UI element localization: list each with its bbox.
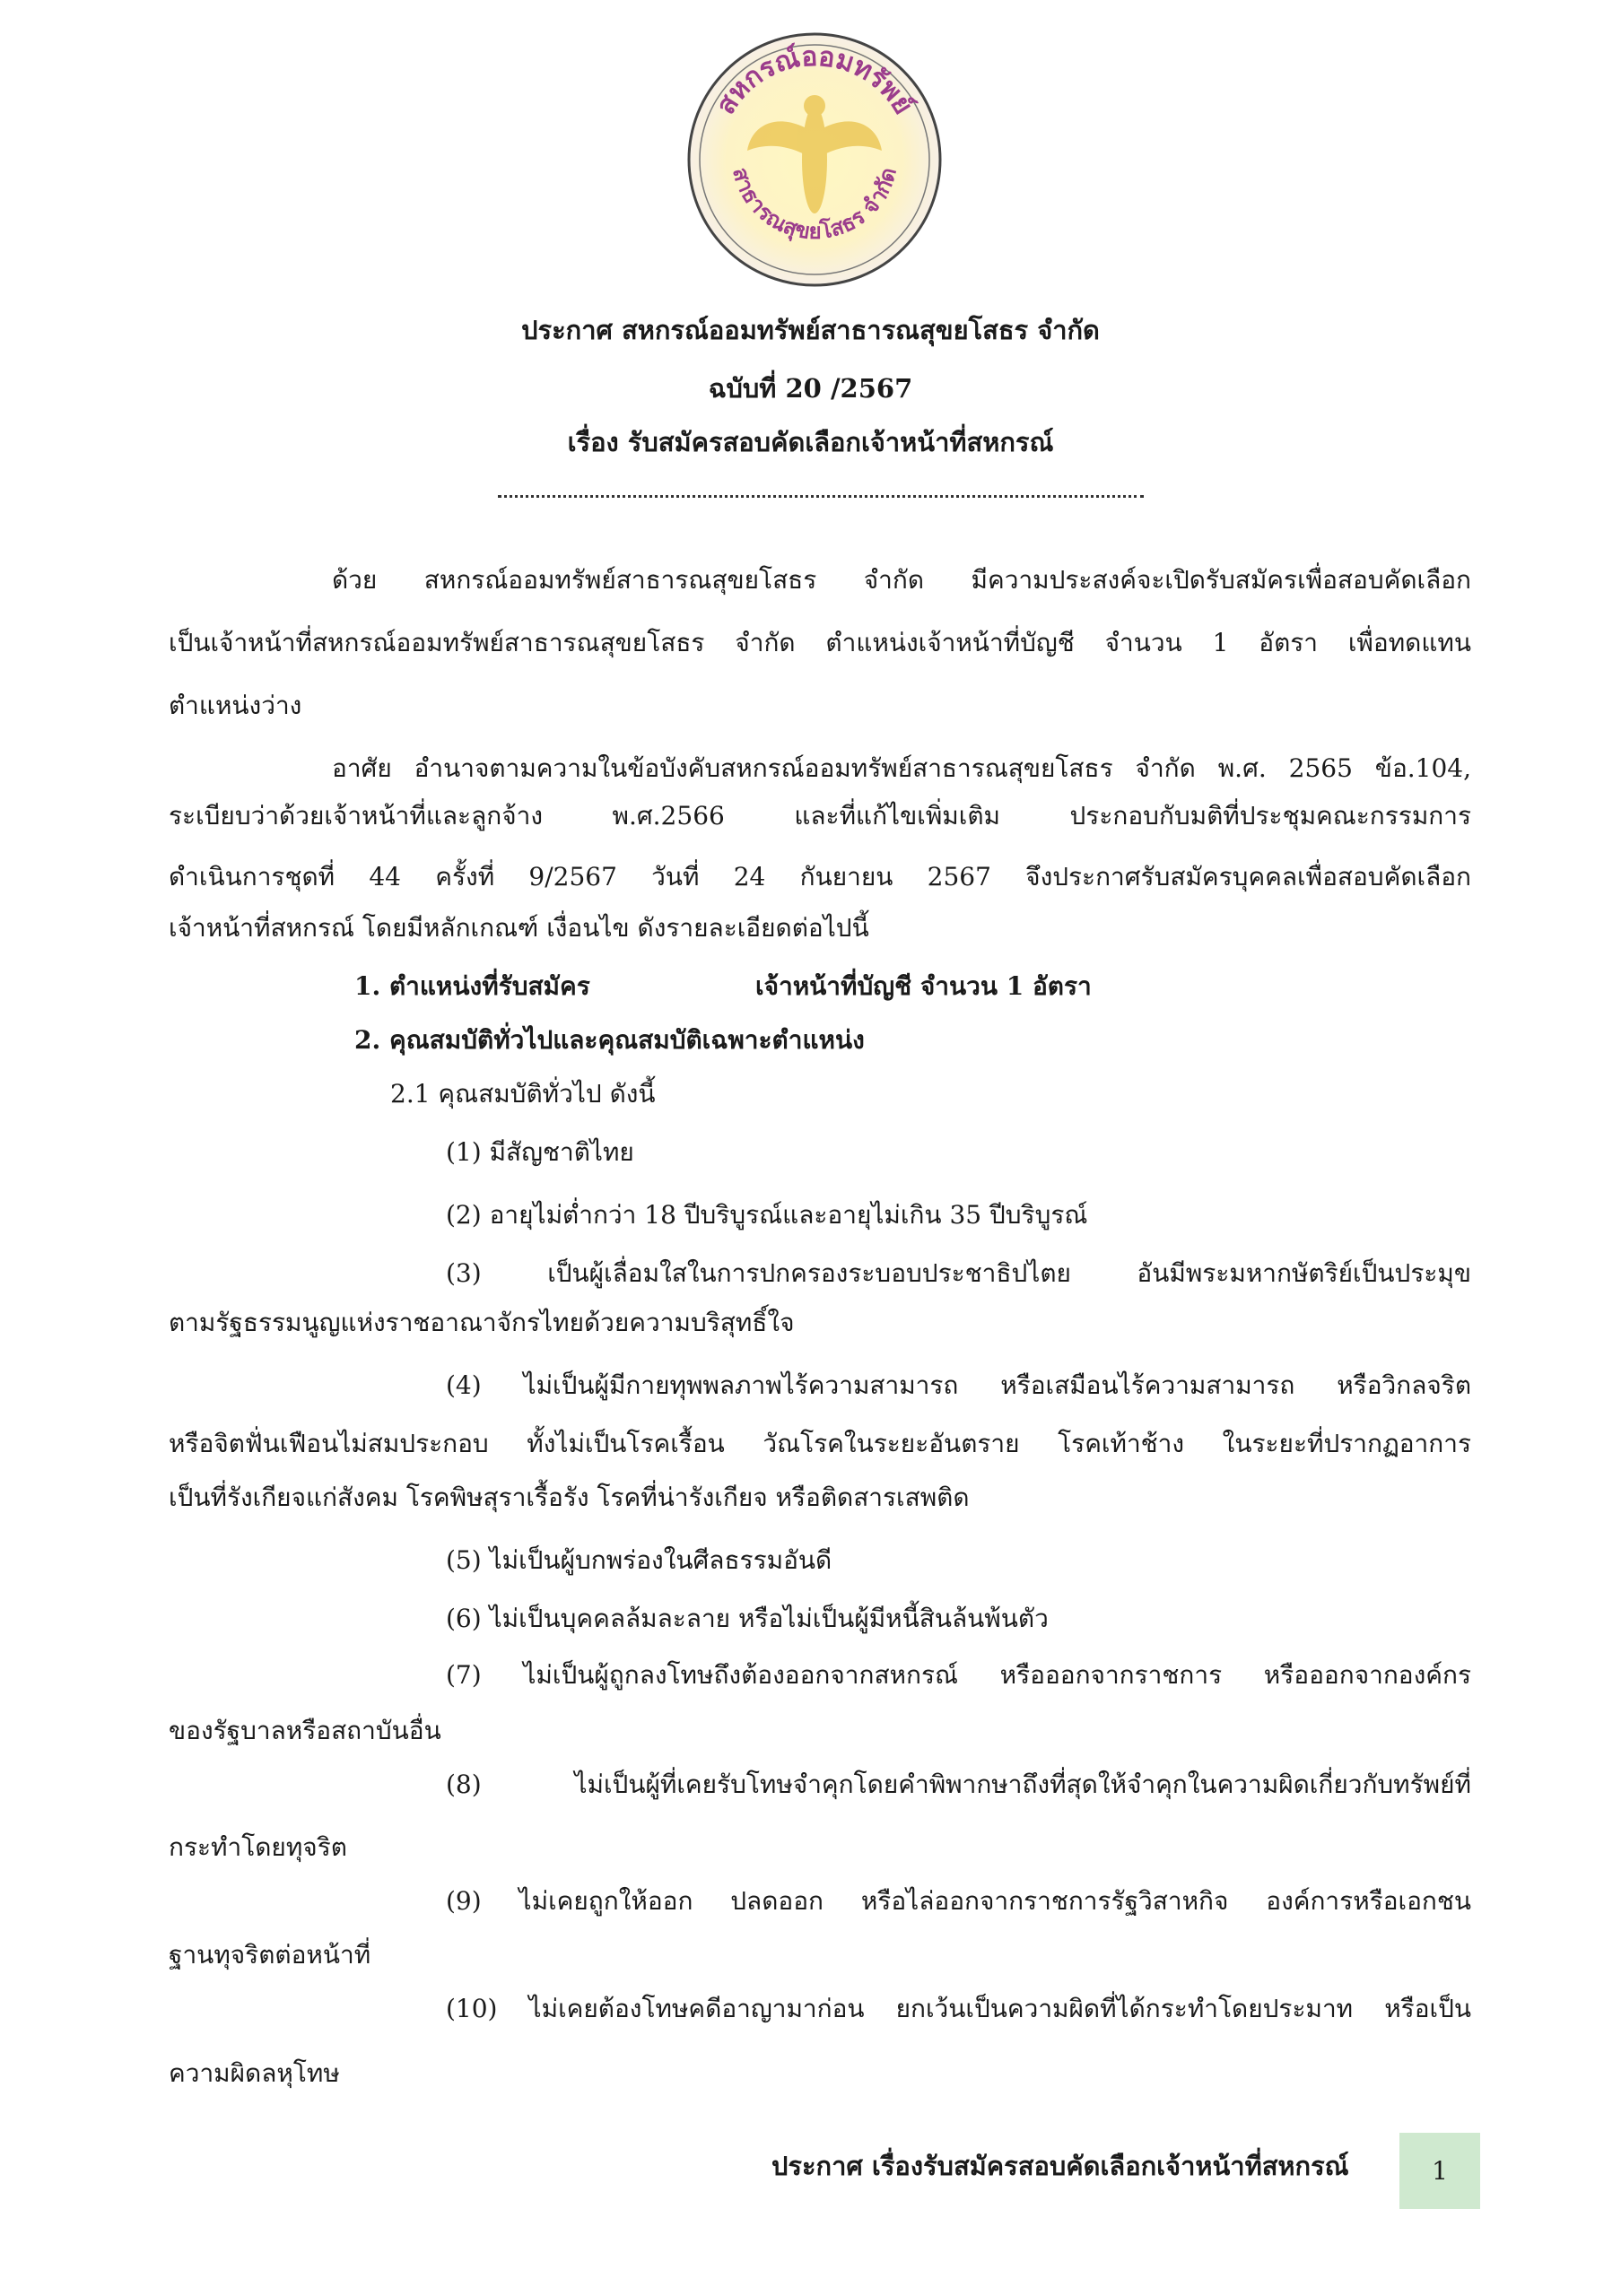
item-2-label: 2. คุณสมบัติทั่วไปและคุณสมบัติเฉพาะตำแหน่ง <box>354 1025 865 1055</box>
qualification-4-line-1: (4) ไม่เป็นผู้มีกายทุพพลภาพไร้ความสามารถ หรือเสมือนไร้ความสามารถ หรือวิกลจริต <box>446 1370 1471 1400</box>
announcement-issue-number: ฉบับที่ 20 /2567 <box>708 373 913 404</box>
item-2-1: 2.1 คุณสมบัติทั่วไป ดังนี้ <box>390 1079 656 1109</box>
paragraph-1-line-1: ด้วย สหกรณ์ออมทรัพย์สาธารณสุขยโสธร จำกัด มีความประสงค์จะเปิดรับสมัครเพื่อสอบคัดเลือก <box>332 565 1471 595</box>
qualification-1: (1) มีสัญชาติไทย <box>446 1137 634 1167</box>
qualification-10-line-1: (10) ไม่เคยต้องโทษคดีอาญามาก่อน ยกเว้นเป็นความผิดที่ได้กระทำโดยประมาท หรือเป็น <box>446 1994 1471 2023</box>
paragraph-2-line-1: อาศัย อำนาจตามความในข้อบังคับสหกรณ์ออมทรัพย์สาธารณสุขยโสธร จำกัด พ.ศ. 2565 ข้อ.104, <box>332 753 1471 783</box>
qualification-8-line-1: (8) ไม่เป็นผู้ที่เคยรับโทษจำคุกโดยคำพิพากษาถึงที่สุดให้จำคุกในความผิดเกี่ยวกับทรัพย์ที่ <box>446 1770 1471 1799</box>
qualification-6: (6) ไม่เป็นบุคคลล้มละลาย หรือไม่เป็นผู้มีหนี้สินล้นพ้นตัว <box>446 1604 1049 1633</box>
qualification-2: (2) อายุไม่ต่ำกว่า 18 ปีบริบูรณ์และอายุไม่เกิน 35 ปีบริบูรณ์ <box>446 1200 1088 1230</box>
qualification-10-line-2: ความผิดลหุโทษ <box>169 2058 340 2088</box>
cooperative-seal-logo <box>680 25 949 294</box>
seal-bottom-text: สาธารณสุขยโสธร จำกัด <box>728 164 902 244</box>
qualification-7-line-2: ของรัฐบาลหรือสถาบันอื่น <box>169 1716 441 1745</box>
paragraph-1-line-3: ตำแหน่งว่าง <box>169 691 302 720</box>
announcement-title: ประกาศ สหกรณ์ออมทรัพย์สาธารณสุขยโสธร จำกัด <box>521 315 1100 345</box>
qualification-3-line-1: (3) เป็นผู้เลื่อมใสในการปกครองระบอบประชาธิปไตย อันมีพระมหากษัตริย์เป็นประมุข <box>446 1258 1471 1288</box>
qualification-9-line-2: ฐานทุจริตต่อหน้าที่ <box>169 1940 371 1970</box>
qualification-4-line-2: หรือจิตฟั่นเฟือนไม่สมประกอบ ทั้งไม่เป็นโรคเรื้อน วัณโรคในระยะอันตราย โรคเท้าช้าง ในระยะที่ปรากฏอาการ <box>169 1429 1471 1458</box>
paragraph-2-line-4: เจ้าหน้าที่สหกรณ์ โดยมีหลักเกณฑ์ เงื่อนไข ดังรายละเอียดต่อไปนี้ <box>169 913 869 943</box>
qualification-9-line-1: (9) ไม่เคยถูกให้ออก ปลดออก หรือไล่ออกจากราชการรัฐวิสาหกิจ องค์การหรือเอกชน <box>446 1886 1471 1916</box>
qualification-8-line-2: กระทำโดยทุจริต <box>169 1832 347 1862</box>
item-1-label: 1. ตำแหน่งที่รับสมัคร <box>354 971 590 1001</box>
dotted-divider <box>498 495 1144 498</box>
qualification-7-line-1: (7) ไม่เป็นผู้ถูกลงโทษถึงต้องออกจากสหกรณ์ หรือออกจากราชการ หรือออกจากองค์กร <box>446 1660 1471 1690</box>
paragraph-2-line-3: ดำเนินการชุดที่ 44 ครั้งที่ 9/2567 วันที่ 24 กันยายน 2567 จึงประกาศรับสมัครบุคคลเพื่อสอบคัดเลือก <box>169 862 1471 891</box>
footer-caption: ประกาศ เรื่องรับสมัครสอบคัดเลือกเจ้าหน้าที่สหกรณ์ <box>771 2151 1349 2181</box>
item-1-value: เจ้าหน้าที่บัญชี จำนวน 1 อัตรา <box>755 971 1092 1001</box>
seal-top-text: สหกรณ์ออมทรัพย์ <box>710 40 919 120</box>
paragraph-2-line-2: ระเบียบว่าด้วยเจ้าหน้าที่และลูกจ้าง พ.ศ.2566 และที่แก้ไขเพิ่มเติม ประกอบกับมติที่ประชุมคณะกรรมการ <box>169 801 1471 831</box>
qualification-5: (5) ไม่เป็นผู้บกพร่องในศีลธรรมอันดี <box>446 1545 832 1575</box>
qualification-3-line-2: ตามรัฐธรรมนูญแห่งราชอาณาจักรไทยด้วยความบริสุทธิ์ใจ <box>169 1308 795 1337</box>
paragraph-1-line-2: เป็นเจ้าหน้าที่สหกรณ์ออมทรัพย์สาธารณสุขยโสธร จำกัด ตำแหน่งเจ้าหน้าที่บัญชี จำนวน 1 อัตรา เพื่อทดแทน <box>169 628 1471 657</box>
qualification-4-line-3: เป็นที่รังเกียจแก่สังคม โรคพิษสุราเรื้อรัง โรคที่น่ารังเกียจ หรือติดสารเสพติด <box>169 1483 970 1512</box>
announcement-subject: เรื่อง รับสมัครสอบคัดเลือกเจ้าหน้าที่สหกรณ์ <box>567 427 1054 457</box>
page-number: 1 <box>1399 2133 1480 2209</box>
